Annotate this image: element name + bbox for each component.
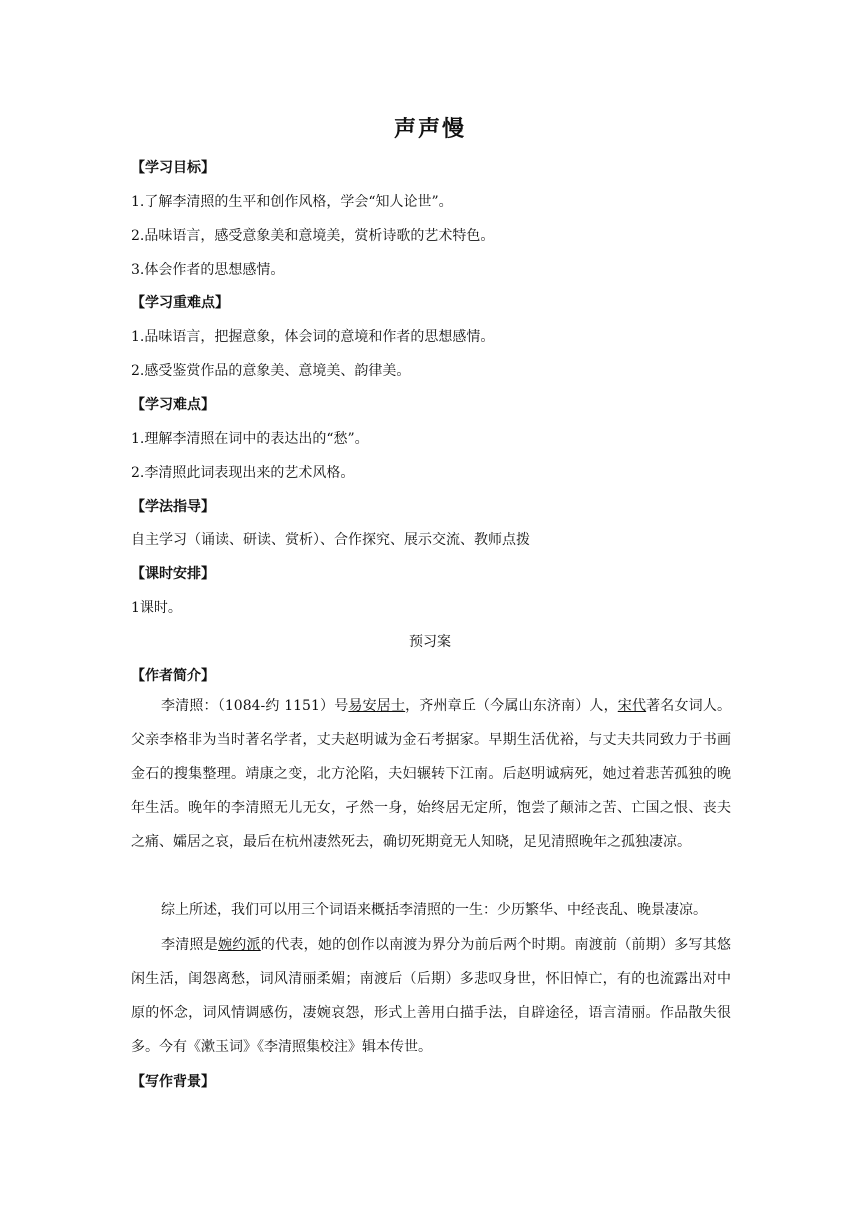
goal-item-3: 3.体会作者的思想感情。 [131,262,285,278]
author-dynasty: 宋代 [617,698,647,714]
goal-item-2: 2.品味语言，感受意象美和意境美，赏析诗歌的艺术特色。 [131,228,495,244]
key-item-2: 2.感受鉴赏作品的意象美、意境美、韵律美。 [131,363,411,379]
author-p1-text-e: 著名女词人。父亲李格非为当时著名学者，丈夫赵明诚为金石考据家。早期生活优裕，与丈夫共同致力于书画金石的搜集整理。靖康之变，北方沦陷，夫妇辗转下江南。后赵明诚病死，她过着悲苦孤独的晚年生活。晚年的李清照无儿无女，孑然一身，始终居无定所，饱尝了颠沛之苦、亡国之恨、丧夫之痛、孀居之哀，最后在杭州凄然死去，确切死期竟无人知晓，足见清照晚年之孤独凄凉。 [131,698,732,850]
difficulty-item-2: 2.李清照此词表现出来的艺术风格。 [131,465,355,481]
section-heading-key-points: 【学习重难点】 [131,295,229,311]
author-p1-text-a: 李清照：（1084-约 1151）号 [161,698,349,714]
section-heading-background: 【写作背景】 [131,1074,215,1090]
author-paragraph-1 [131,689,731,859]
author-p3-text-a: 李清照是 [161,937,219,953]
author-p1-text-c: ，齐州章丘（今属山东济南）人， [405,698,618,714]
preview-title: 预习案 [409,634,451,650]
schedule-text: 1课时。 [131,600,182,616]
page-title: 声声慢 [393,117,466,142]
section-heading-goals: 【学习目标】 [131,160,215,176]
author-pen-name: 易安居士 [348,698,406,714]
goal-item-1: 1.了解李清照的生平和创作风格，学会“知人论世”。 [131,194,453,210]
author-paragraph-3 [131,928,731,1064]
author-p3-text-c: 的代表，她的创作以南渡为界分为前后两个时期。南渡前（前期）多写其悠闲生活，闺怨离愁，词风清丽柔媚；南渡后（后期）多悲叹身世，怀旧悼亡，有的也流露出对中原的怀念，词风情调感伤，凄婉哀怨，形式上善用白描手法，自辟途径，语言清丽。作品散失很多。今有《漱玉词》《李清照集校注》辑本传世。 [131,937,732,1055]
section-heading-method: 【学法指导】 [131,499,215,515]
method-text: 自主学习（诵读、研读、赏析）、合作探究、展示交流、教师点拨 [131,532,530,548]
section-heading-schedule: 【课时安排】 [131,566,215,582]
section-heading-author: 【作者简介】 [131,668,215,684]
author-paragraph-2: 综上所述，我们可以用三个词语来概括李清照的一生：少历繁华、中经丧乱、晚景凄凉。 [161,902,707,918]
section-heading-difficulties: 【学习难点】 [131,397,215,413]
difficulty-item-1: 1.理解李清照在词中的表达出的“愁”。 [131,431,369,447]
key-item-1: 1.品味语言，把握意象，体会词的意境和作者的思想感情。 [131,329,495,345]
author-school: 婉约派 [218,937,261,953]
